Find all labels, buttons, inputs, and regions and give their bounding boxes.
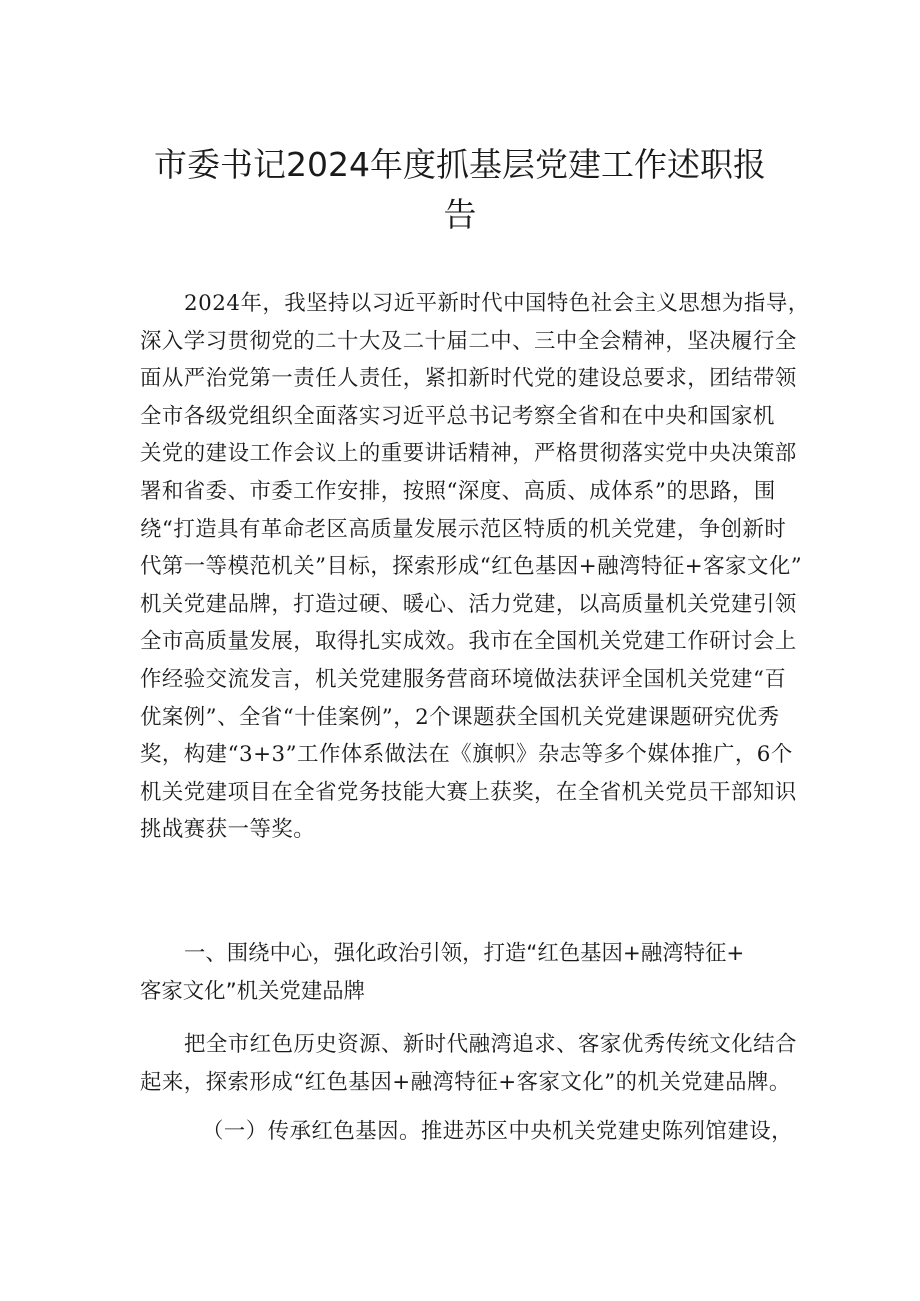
- paragraph-line: 奖，构建“3+3”工作体系做法在《旗帜》杂志等多个媒体推广，6个: [140, 742, 793, 768]
- title-line: 告: [443, 195, 477, 234]
- intro-paragraph: [140, 285, 810, 849]
- paragraph-line: 全市高质量发展，取得扎实成效。我市在全国机关党建工作研讨会上: [140, 629, 797, 655]
- paragraph-line: 作经验交流发言，机关党建服务营商环境做法获评全国机关党建“百: [140, 666, 787, 692]
- paragraph-line: 优案例”、全省“十佳案例”，2个课题获全国机关党建课题研究优秀: [140, 704, 780, 730]
- paragraph-line: 深入学习贯彻党的二十大及二十届二中、三中全会精神，坚决履行全: [140, 328, 797, 354]
- paragraph-line: 关党的建设工作会议上的重要讲话精神，严格贯彻落实党中央决策部: [140, 441, 797, 467]
- paragraph-line: 绕“打造具有革命老区高质量发展示范区特质的机关党建，争创新时: [140, 516, 787, 542]
- paragraph-line: 面从严治党第一责任人责任，紧扣新时代党的建设总要求，团结带领: [140, 366, 797, 392]
- paragraph-line: 起来，探索形成“红色基因+融湾特征+客家文化”的机关党建品牌。: [140, 1069, 791, 1095]
- section-1-paragraph: [140, 1026, 797, 1101]
- paragraph-line: 全市各级党组织全面落实习近平总书记考察全省和在中央和国家机: [140, 403, 775, 429]
- paragraph-line: 2024年，我坚持以习近平新时代中国特色社会主义思想为指导，: [184, 291, 810, 316]
- paragraph-line: （一）传承红色基因。推进苏区中央机关党建史陈列馆建设，: [202, 1119, 794, 1144]
- paragraph-line: 把全市红色历史资源、新时代融湾追求、客家优秀传统文化结合: [184, 1032, 797, 1057]
- section-1-heading: [140, 935, 790, 1011]
- paragraph-line: 署和省委、市委工作安排，按照“深度、高质、成体系”的思路，围: [140, 478, 776, 504]
- paragraph-line: 代第一等模范机关”目标，探索形成“红色基因+融湾特征+客家文化”: [140, 554, 803, 580]
- subsection-1-paragraph: [140, 1113, 794, 1151]
- heading-line: 一、围绕中心，强化政治引领，打造“红色基因+融湾特征+: [184, 941, 745, 966]
- paragraph-line: 机关党建品牌，打造过硬、暖心、活力党建，以高质量机关党建引领: [140, 591, 797, 617]
- title-line: 市委书记2024年度抓基层党建工作述职报: [154, 145, 766, 184]
- paragraph-line: 挑战赛获一等奖。: [140, 817, 316, 843]
- document-title: [120, 140, 800, 240]
- heading-line: 客家文化”机关党建品牌: [140, 979, 365, 1004]
- paragraph-line: 机关党建项目在全省党务技能大赛上获奖，在全省机关党员干部知识: [140, 779, 797, 805]
